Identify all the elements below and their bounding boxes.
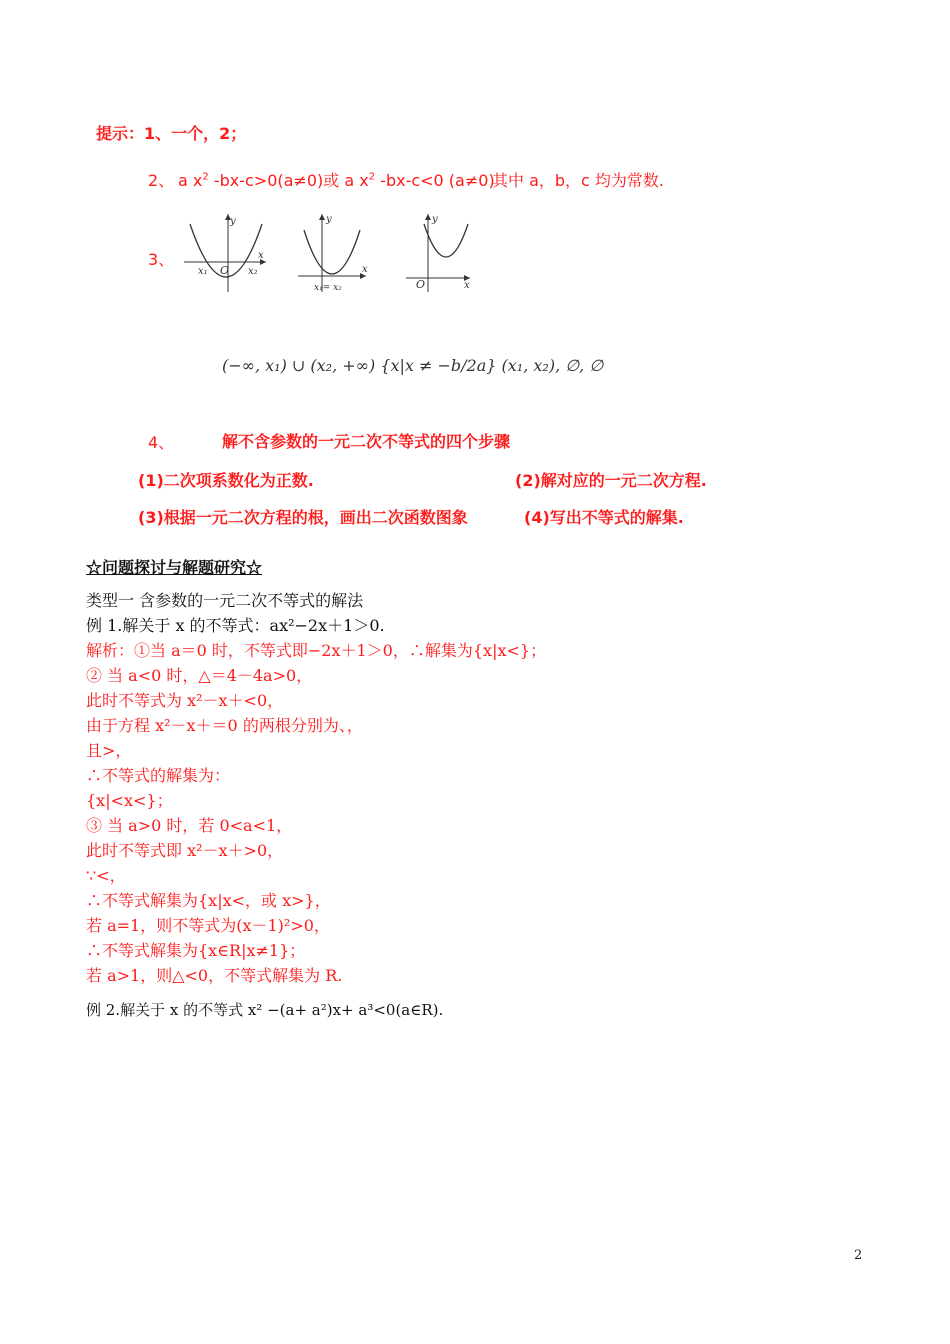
step-3: (3)根据一元二次方程的根，画出二次函数图象 — [138, 508, 468, 527]
example-1: 例 1.解关于 x 的不等式：ax²−2x＋1＞0. — [86, 616, 385, 635]
hint-3-number: 3、 — [148, 250, 175, 269]
step-4: (4)写出不等式的解集. — [524, 508, 684, 527]
hint-2-formula: a $x^2$ -bx-c>0(a≠0)或 a $x^2$ -bx-c<0 (a≠0) — [178, 171, 495, 190]
parabola-graph-double-root — [296, 210, 376, 295]
svg-text:y: y — [326, 214, 332, 225]
solution-line: 且>， — [86, 741, 132, 760]
hint-line-1: 提示：1、一个，2； — [96, 124, 247, 143]
step-1: (1)二次项系数化为正数. — [138, 471, 314, 490]
solution-sets: (−∞, x₁) ∪ (x₂, +∞) {x|x ≠ −b/2a} (x₁, x₂), ∅, ∅ — [222, 356, 604, 375]
hint-4-number: 4、 — [148, 433, 175, 452]
svg-text:x₁: x₁ — [198, 266, 208, 277]
parabola-graph-two-roots — [180, 210, 270, 295]
parabola-graph-no-root — [402, 210, 474, 295]
svg-text:O: O — [220, 264, 230, 277]
solution-line: ∵<， — [86, 866, 126, 885]
solution-line: 由于方程 x²－x＋＝0 的两根分别为、， — [86, 716, 363, 735]
solution-line: {x|<x<}； — [86, 791, 173, 810]
hint-4-title: 解不含参数的一元二次不等式的四个步骤 — [222, 432, 511, 451]
hint-2-number: 2、 — [148, 171, 175, 190]
solution-line: ∴不等式的解集为： — [86, 766, 231, 785]
svg-text:x: x — [464, 280, 470, 291]
svg-text:x: x — [258, 250, 264, 261]
solution-line: 若 a>1，则△<0，不等式解集为 R. — [86, 966, 343, 985]
solution-line: ∴不等式解集为{x∈R|x≠1}； — [86, 941, 306, 960]
example-2: 例 2.解关于 x 的不等式 x² −(a+ a²)x+ a³<0(a∈R). — [86, 1001, 444, 1019]
solution-line: 解析：①当 a＝0 时，不等式即−2x＋1＞0，∴解集为{x|x<}； — [86, 641, 547, 660]
solution-line: ② 当 a<0 时，△＝4－4a>0， — [86, 666, 313, 685]
page-number: 2 — [854, 1248, 863, 1263]
solution-line: 此时不等式即 x²－x＋>0， — [86, 841, 284, 860]
svg-text:x₁= x₂: x₁= x₂ — [314, 283, 342, 293]
solution-line: ③ 当 a>0 时，若 0<a<1， — [86, 816, 293, 835]
svg-text:x: x — [362, 264, 368, 275]
solution-line: 此时不等式为 x²－x＋<0， — [86, 691, 284, 710]
type-heading: 类型一 含参数的一元二次不等式的解法 — [86, 591, 364, 610]
svg-text:x₂: x₂ — [248, 266, 258, 277]
hint-2-note: 其中 a，b，c 均为常数. — [492, 171, 665, 190]
solution-line: ∴不等式解集为{x|x<，或 x>}， — [86, 891, 331, 910]
section-title: ☆问题探讨与解题研究☆ — [86, 558, 263, 577]
solution-line: 若 a=1，则不等式为(x－1)²>0， — [86, 916, 330, 935]
step-2: (2)解对应的一元二次方程. — [515, 471, 707, 490]
svg-text:y: y — [230, 216, 236, 227]
svg-text:O: O — [416, 278, 426, 291]
svg-text:y: y — [432, 214, 438, 225]
